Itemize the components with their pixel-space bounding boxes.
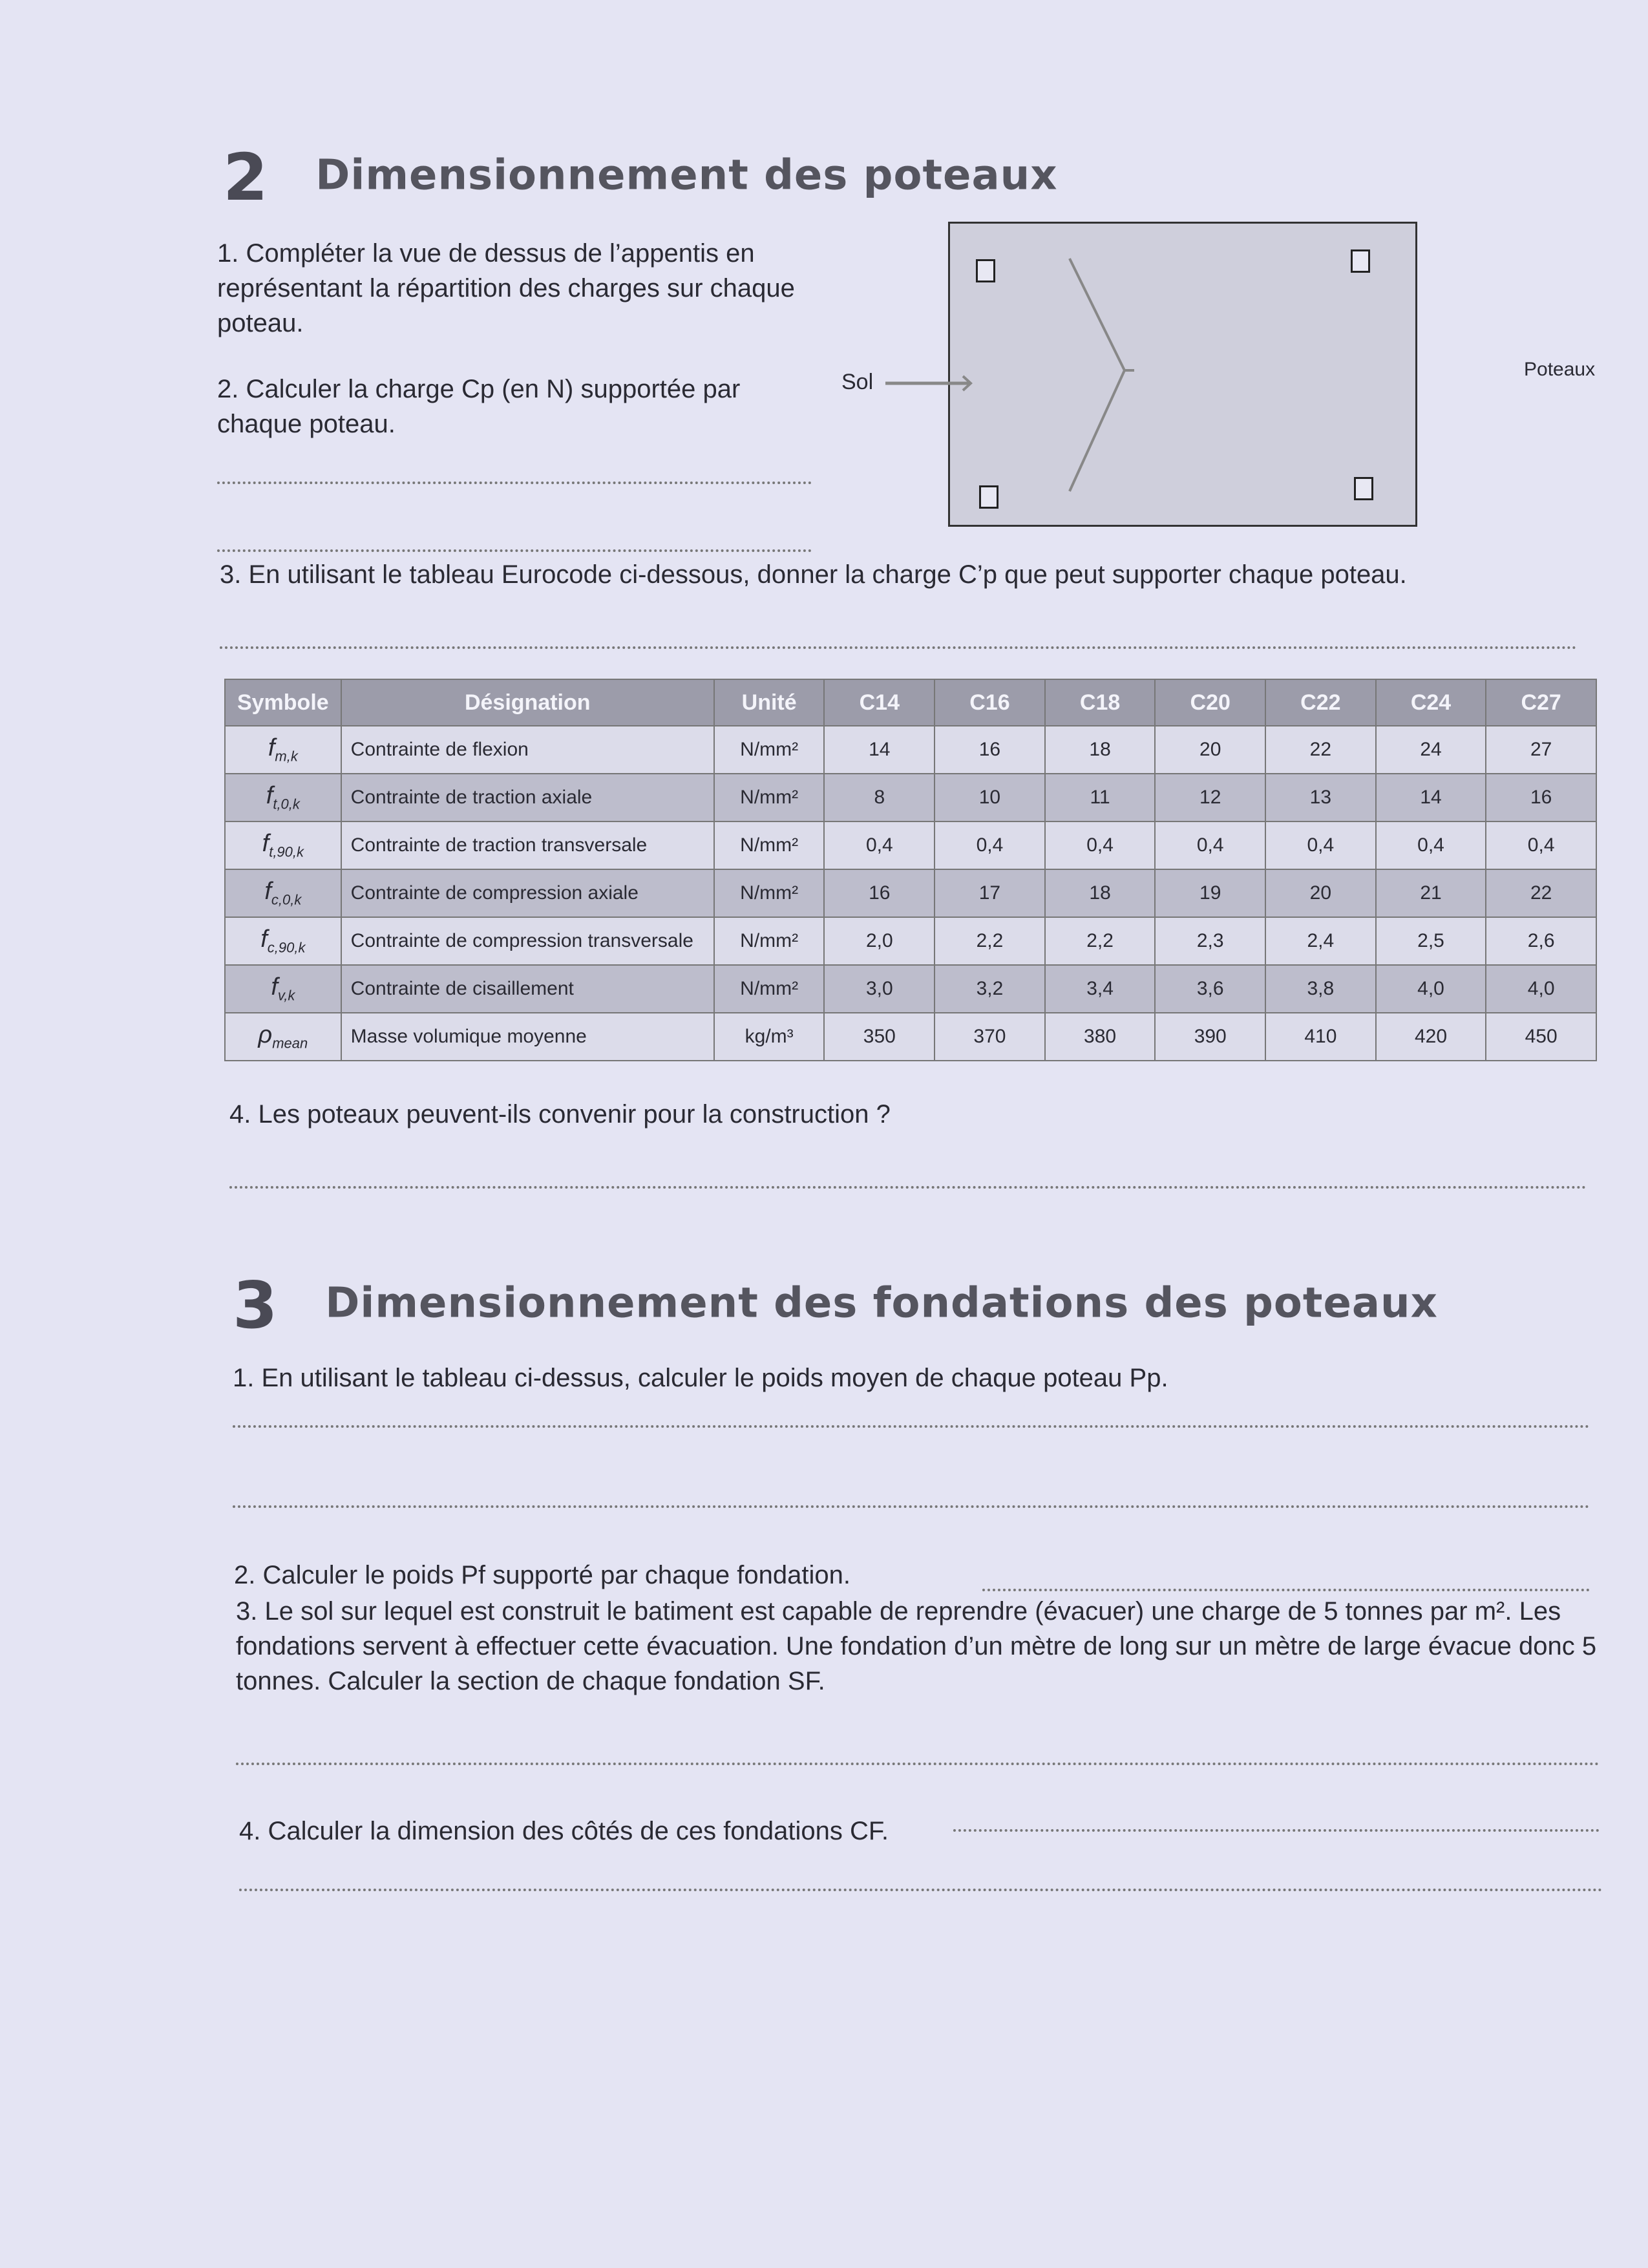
- s2-question-1: [217, 236, 815, 341]
- value-cell: 13: [1265, 774, 1376, 821]
- value-cell: 0,4: [1155, 821, 1265, 869]
- column-header: C22: [1265, 679, 1376, 726]
- unit-cell: N/mm²: [714, 917, 825, 965]
- column-header: Symbole: [225, 679, 341, 726]
- value-cell: 16: [1486, 774, 1596, 821]
- answer-line[interactable]: [233, 1505, 1590, 1508]
- eurocode-table: [224, 679, 1597, 1061]
- question-text: Calculer le poids Pf supporté par chaque fondation.: [262, 1561, 850, 1589]
- value-cell: 22: [1265, 726, 1376, 774]
- value-cell: 3,6: [1155, 965, 1265, 1013]
- symbol-cell: [225, 821, 341, 869]
- value-cell: 8: [824, 774, 935, 821]
- question-number: 1.: [233, 1364, 255, 1392]
- value-cell: 2,6: [1486, 917, 1596, 965]
- poteaux-label: Poteaux: [1524, 359, 1596, 380]
- symbol-cell: [225, 1013, 341, 1061]
- question-text: Le sol sur lequel est construit le batiment est capable de reprendre (évacuer) une charge de 5 tonnes par m². Les fondations servent à effectuer cette évacuation. Une fondation d’un mètre de long sur un mètre de large évacue donc 5 tonnes. Calculer la section de chaque fondation SF.: [236, 1597, 1597, 1695]
- value-cell: 22: [1486, 869, 1596, 917]
- unit-cell: N/mm²: [714, 821, 825, 869]
- value-cell: 20: [1155, 726, 1265, 774]
- value-cell: 0,4: [1486, 821, 1596, 869]
- symbol-cell: [225, 869, 341, 917]
- value-cell: 350: [824, 1013, 935, 1061]
- value-cell: 370: [935, 1013, 1045, 1061]
- section-2-heading: [223, 140, 1058, 215]
- value-cell: 16: [935, 726, 1045, 774]
- s2-question-2: [217, 372, 815, 441]
- section-3-heading: [233, 1267, 1438, 1343]
- value-cell: 2,2: [1045, 917, 1156, 965]
- value-cell: 4,0: [1486, 965, 1596, 1013]
- value-cell: 17: [935, 869, 1045, 917]
- answer-line[interactable]: [217, 549, 812, 552]
- value-cell: 420: [1376, 1013, 1486, 1061]
- s2-question-3: [220, 557, 1577, 592]
- value-cell: 3,4: [1045, 965, 1156, 1013]
- column-header: C20: [1155, 679, 1265, 726]
- symbol-subscript: v,k: [277, 987, 295, 1004]
- s2-question-4: [229, 1097, 1587, 1132]
- value-cell: 2,3: [1155, 917, 1265, 965]
- column-header: C24: [1376, 679, 1486, 726]
- value-cell: 0,4: [935, 821, 1045, 869]
- section-number-3: [233, 1267, 310, 1343]
- question-number: 4.: [239, 1817, 261, 1845]
- column-header: C16: [935, 679, 1045, 726]
- poteaux-arrows: [1070, 259, 1125, 491]
- value-cell: 16: [824, 869, 935, 917]
- question-number: 1.: [217, 239, 239, 268]
- table-row: [225, 869, 1596, 917]
- s3-question-3: [236, 1594, 1606, 1699]
- answer-line[interactable]: [953, 1829, 1600, 1832]
- question-text: Les poteaux peuvent-ils convenir pour la construction ?: [258, 1100, 891, 1129]
- designation-cell: Contrainte de traction axiale: [341, 774, 714, 821]
- value-cell: 0,4: [824, 821, 935, 869]
- sol-label: Sol: [841, 370, 874, 394]
- designation-cell: Contrainte de cisaillement: [341, 965, 714, 1013]
- question-text: Calculer la charge Cp (en N) supportée par chaque poteau.: [217, 375, 741, 438]
- table-row: [225, 821, 1596, 869]
- column-header: C27: [1486, 679, 1596, 726]
- symbol-subscript: t,90,k: [269, 843, 304, 860]
- designation-cell: Contrainte de compression axiale: [341, 869, 714, 917]
- value-cell: 2,5: [1376, 917, 1486, 965]
- value-cell: 19: [1155, 869, 1265, 917]
- table-row: [225, 726, 1596, 774]
- question-number: 2.: [217, 375, 239, 403]
- value-cell: 2,4: [1265, 917, 1376, 965]
- symbol: f: [271, 973, 278, 1001]
- unit-cell: N/mm²: [714, 869, 825, 917]
- value-cell: 18: [1045, 869, 1156, 917]
- section-2-title: Dimensionnement des poteaux: [315, 151, 1058, 200]
- symbol-cell: [225, 965, 341, 1013]
- value-cell: 3,2: [935, 965, 1045, 1013]
- table-row: [225, 917, 1596, 965]
- value-cell: 24: [1376, 726, 1486, 774]
- answer-line[interactable]: [233, 1425, 1590, 1428]
- value-cell: 0,4: [1265, 821, 1376, 869]
- question-number: 3.: [236, 1597, 258, 1626]
- designation-cell: Contrainte de traction transversale: [341, 821, 714, 869]
- section-number-text: 2: [223, 140, 266, 215]
- s3-question-1: [233, 1361, 1590, 1395]
- value-cell: 10: [935, 774, 1045, 821]
- table-row: [225, 774, 1596, 821]
- section-number-2: [223, 140, 301, 215]
- value-cell: 2,0: [824, 917, 935, 965]
- value-cell: 21: [1376, 869, 1486, 917]
- answer-line[interactable]: [239, 1889, 1603, 1891]
- column-header: Unité: [714, 679, 825, 726]
- symbol: f: [260, 926, 268, 953]
- value-cell: 12: [1155, 774, 1265, 821]
- designation-cell: Contrainte de flexion: [341, 726, 714, 774]
- symbol: f: [262, 830, 269, 858]
- value-cell: 14: [824, 726, 935, 774]
- answer-line[interactable]: [236, 1763, 1600, 1765]
- value-cell: 0,4: [1376, 821, 1486, 869]
- table-row: [225, 1013, 1596, 1061]
- s3-question-2: [234, 1558, 1591, 1593]
- symbol-subscript: mean: [272, 1035, 308, 1052]
- value-cell: 18: [1045, 726, 1156, 774]
- answer-line[interactable]: [982, 1589, 1590, 1591]
- table-row: [225, 965, 1596, 1013]
- value-cell: 27: [1486, 726, 1596, 774]
- unit-cell: kg/m³: [714, 1013, 825, 1061]
- column-header: C18: [1045, 679, 1156, 726]
- designation-cell: Masse volumique moyenne: [341, 1013, 714, 1061]
- answer-line[interactable]: [217, 482, 812, 484]
- symbol: f: [264, 878, 271, 906]
- symbol: f: [268, 734, 275, 762]
- symbol-subscript: t,0,k: [273, 796, 300, 812]
- symbol: ρ: [258, 1021, 273, 1049]
- value-cell: 0,4: [1045, 821, 1156, 869]
- table-header-row: [225, 679, 1596, 726]
- symbol-cell: [225, 726, 341, 774]
- question-number: 3.: [220, 560, 242, 589]
- column-header: Désignation: [341, 679, 714, 726]
- symbol-cell: [225, 774, 341, 821]
- question-number: 2.: [234, 1561, 256, 1589]
- value-cell: 450: [1486, 1013, 1596, 1061]
- value-cell: 380: [1045, 1013, 1156, 1061]
- value-cell: 3,0: [824, 965, 935, 1013]
- answer-line[interactable]: [220, 646, 1577, 649]
- question-text: En utilisant le tableau ci-dessus, calculer le poids moyen de chaque poteau Pp.: [261, 1364, 1168, 1392]
- value-cell: 11: [1045, 774, 1156, 821]
- value-cell: 4,0: [1376, 965, 1486, 1013]
- value-cell: 3,8: [1265, 965, 1376, 1013]
- question-text: En utilisant le tableau Eurocode ci-dessous, donner la charge C’p que peut supporter chaque poteau.: [248, 560, 1407, 589]
- unit-cell: N/mm²: [714, 726, 825, 774]
- question-number: 4.: [229, 1100, 251, 1129]
- value-cell: 390: [1155, 1013, 1265, 1061]
- designation-cell: Contrainte de compression transversale: [341, 917, 714, 965]
- symbol-subscript: c,0,k: [271, 891, 302, 908]
- section-number-text: 3: [233, 1267, 275, 1343]
- unit-cell: N/mm²: [714, 965, 825, 1013]
- question-text: Calculer la dimension des côtés de ces fondations CF.: [268, 1817, 889, 1845]
- symbol: f: [266, 782, 273, 810]
- symbol-subscript: m,k: [275, 748, 298, 765]
- column-header: C14: [824, 679, 935, 726]
- answer-line[interactable]: [229, 1186, 1587, 1189]
- value-cell: 14: [1376, 774, 1486, 821]
- section-3-title: Dimensionnement des fondations des poteaux: [325, 1279, 1438, 1328]
- value-cell: 2,2: [935, 917, 1045, 965]
- question-text: Compléter la vue de dessus de l’appentis en représentant la répartition des charges sur chaque poteau.: [217, 239, 795, 337]
- unit-cell: N/mm²: [714, 774, 825, 821]
- symbol-cell: [225, 917, 341, 965]
- symbol-subscript: c,90,k: [267, 939, 306, 956]
- value-cell: 20: [1265, 869, 1376, 917]
- value-cell: 410: [1265, 1013, 1376, 1061]
